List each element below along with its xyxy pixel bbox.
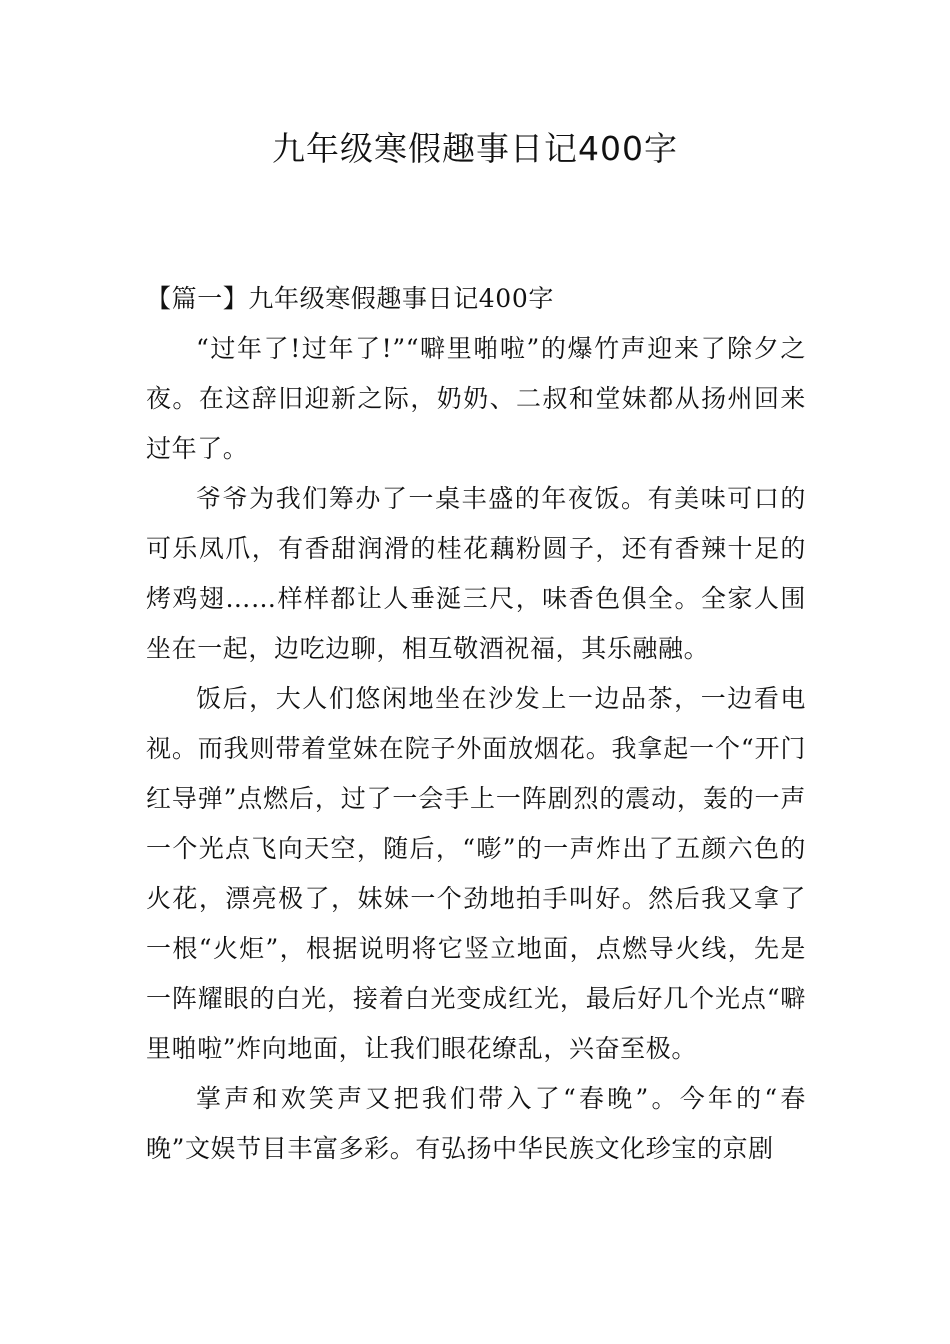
section-heading: 【篇一】九年级寒假趣事日记400字: [146, 284, 554, 313]
paragraph-3: 饭后，大人们悠闲地坐在沙发上一边品茶，一边看电视。而我则带着堂妹在院子外面放烟花。我拿起一个“开门红导弹”点燃后，过了一会手上一阵剧烈的震动，轰的一声一个光点飞向天空，随后，“嘭”的一声炸出了五颜六色的火花，漂亮极了，妹妹一个劲地拍手叫好。然后我又拿了一根“火炬”，根据说明将它竖立地面，点燃导火线，先是一阵耀眼的白光，接着白光变成红光，最后好几个光点“噼里啪啦”炸向地面，让我们眼花缭乱，兴奋至极。: [146, 684, 806, 1063]
paragraph-2: 爷爷为我们筹办了一桌丰盛的年夜饭。有美味可口的可乐凤爪，有香甜润滑的桂花藕粉圆子，还有香辣十足的烤鸡翅……样样都让人垂涎三尺，味香色俱全。全家人围坐在一起，边吃边聊，相互敬酒祝福，其乐融融。: [146, 484, 806, 663]
document-body: [146, 274, 806, 1174]
paragraph-1: “过年了!过年了!”“噼里啪啦”的爆竹声迎来了除夕之夜。在这辞旧迎新之际，奶奶、二叔和堂妹都从扬州回来过年了。: [146, 334, 806, 463]
document-title: 九年级寒假趣事日记400字: [272, 129, 678, 168]
paragraph-4: 掌声和欢笑声又把我们带入了“春晚”。今年的“春晚”文娱节目丰富多彩。有弘扬中华民族文化珍宝的京剧: [146, 1084, 806, 1163]
